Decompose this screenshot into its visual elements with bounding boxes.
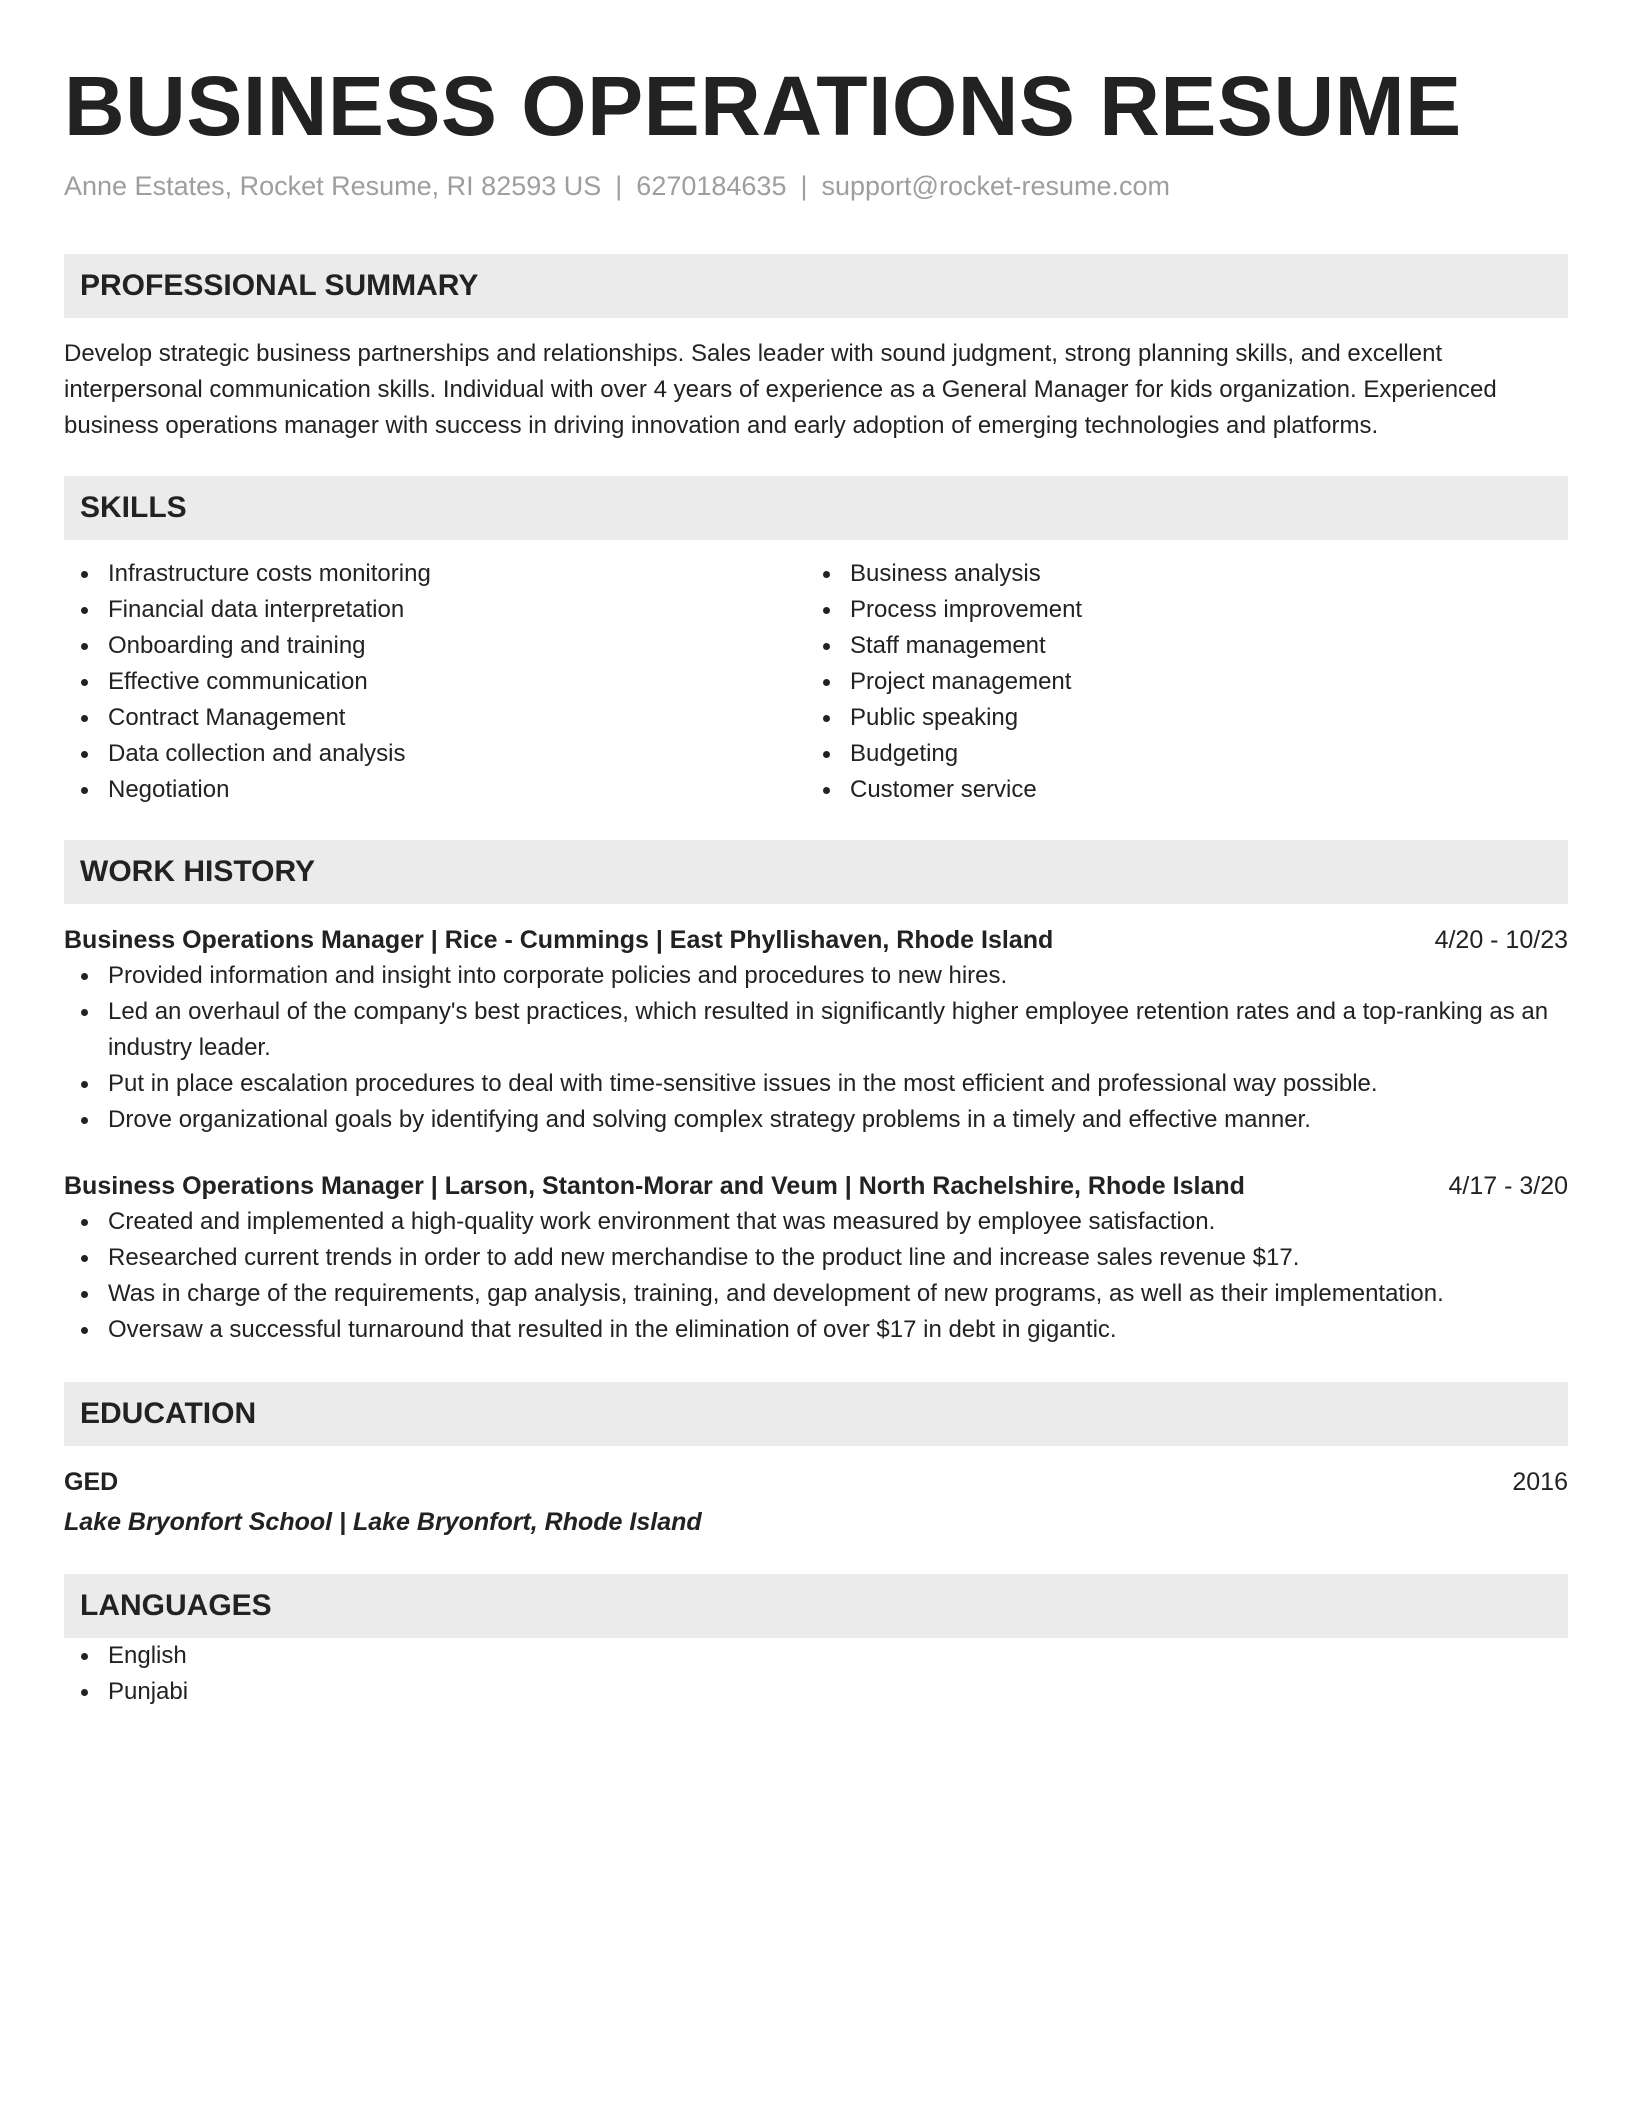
skill-label: Business analysis [850, 560, 1041, 587]
section-header-work-history: WORK HISTORY [64, 840, 1568, 904]
contact-address: Anne Estates, Rocket Resume, RI 82593 US [64, 171, 602, 201]
bullet-icon [81, 787, 88, 794]
job-bullet [64, 1276, 1568, 1312]
bullet-icon [823, 571, 830, 578]
job-bullet [64, 958, 1568, 994]
skill-label: Budgeting [850, 740, 959, 767]
skill-item [64, 700, 806, 736]
bullet-icon [81, 1255, 88, 1262]
job-bullet-text: Oversaw a successful turnaround that resulted in the elimination of over $17 in debt in gigantic. [108, 1316, 1117, 1343]
contact-line [64, 168, 1568, 204]
bullet-icon [81, 1219, 88, 1226]
education-year: 2016 [1512, 1468, 1568, 1496]
skill-label: Customer service [850, 776, 1037, 803]
job-header [64, 922, 1568, 958]
skill-item [806, 592, 1548, 628]
bullet-icon [81, 1009, 88, 1016]
skill-item [64, 736, 806, 772]
skill-label: Public speaking [850, 704, 1019, 731]
language-item [64, 1674, 1568, 1710]
bullet-icon [81, 571, 88, 578]
bullet-icon [823, 751, 830, 758]
skill-label: Project management [850, 668, 1072, 695]
job-title: Business Operations Manager | Rice - Cummings | East Phyllishaven, Rhode Island [64, 926, 1054, 954]
skill-item [806, 736, 1548, 772]
language-label: Punjabi [108, 1678, 189, 1705]
job-bullets [64, 1204, 1568, 1348]
job-header [64, 1168, 1568, 1204]
bullet-icon [81, 1689, 88, 1696]
skills-column-right [806, 556, 1548, 808]
bullet-icon [81, 1291, 88, 1298]
job-bullet-text: Researched current trends in order to add new merchandise to the product line and increase sales revenue $17. [108, 1244, 1300, 1271]
bullet-icon [81, 607, 88, 614]
skill-label: Process improvement [850, 596, 1083, 623]
skill-item [806, 556, 1548, 592]
job-bullet-text: Led an overhaul of the company's best practices, which resulted in significantly higher employee retention rates and a top-ranking as an industry leader. [108, 998, 1549, 1061]
job-bullets [64, 958, 1568, 1138]
skill-label: Financial data interpretation [108, 596, 405, 623]
contact-email: support@rocket-resume.com [821, 171, 1171, 201]
skill-item [64, 772, 806, 808]
job-dates: 4/17 - 3/20 [1448, 1172, 1568, 1200]
resume-title: BUSINESS OPERATIONS RESUME [64, 59, 1462, 153]
language-item [64, 1638, 1568, 1674]
bullet-icon [823, 607, 830, 614]
skill-item [64, 592, 806, 628]
skill-label: Effective communication [108, 668, 368, 695]
skill-label: Data collection and analysis [108, 740, 406, 767]
contact-phone: 6270184635 [636, 171, 787, 201]
job-bullet [64, 1240, 1568, 1276]
job-title: Business Operations Manager | Larson, Stanton-Morar and Veum | North Rachelshire, Rhode Island [64, 1172, 1245, 1200]
bullet-icon [823, 787, 830, 794]
skill-label: Onboarding and training [108, 632, 366, 659]
bullet-icon [81, 973, 88, 980]
skill-item [64, 664, 806, 700]
education-header [64, 1464, 1568, 1500]
contact-separator: | [800, 171, 808, 201]
bullet-icon [823, 679, 830, 686]
job-bullet [64, 1102, 1568, 1138]
job-bullet-text: Drove organizational goals by identifying and solving complex strategy problems in a timely and effective manner. [108, 1106, 1311, 1133]
education-degree: GED [64, 1468, 119, 1496]
job-bullet [64, 1066, 1568, 1102]
section-header-summary: PROFESSIONAL SUMMARY [64, 254, 1568, 318]
bullet-icon [81, 1081, 88, 1088]
skill-label: Staff management [850, 632, 1046, 659]
bullet-icon [81, 1117, 88, 1124]
contact-separator: | [615, 171, 623, 201]
bullet-icon [81, 1653, 88, 1660]
education-school: Lake Bryonfort School | Lake Bryonfort, Rhode Island [64, 1508, 702, 1536]
skill-label: Contract Management [108, 704, 346, 731]
section-header-skills: SKILLS [64, 476, 1568, 540]
job-dates: 4/20 - 10/23 [1434, 926, 1568, 954]
job-bullet [64, 1204, 1568, 1240]
skills-column-left [64, 556, 806, 808]
skill-label: Negotiation [108, 776, 230, 803]
bullet-icon [81, 643, 88, 650]
bullet-icon [823, 643, 830, 650]
language-label: English [108, 1642, 187, 1669]
job-bullet [64, 1312, 1568, 1348]
bullet-icon [823, 715, 830, 722]
bullet-icon [81, 715, 88, 722]
languages-list [64, 1638, 1568, 1710]
skill-item [806, 664, 1548, 700]
summary-text: Develop strategic business partnerships and relationships. Sales leader with sound judgment, strong planning skills, and excellent interpersonal communication skills. Individual with over 4 years of experience as a General Manager for kids organization. Experienced business operations manager with success in driving innovation and early adoption of emerging technologies and platforms. [64, 340, 1497, 439]
skill-item [806, 628, 1548, 664]
job-bullet-text: Was in charge of the requirements, gap analysis, training, and development of new programs, as well as their implementation. [108, 1280, 1444, 1307]
skill-label: Infrastructure costs monitoring [108, 560, 431, 587]
bullet-icon [81, 751, 88, 758]
skills-grid [64, 556, 1568, 808]
section-header-education: EDUCATION [64, 1382, 1568, 1446]
bullet-icon [81, 679, 88, 686]
bullet-icon [81, 1327, 88, 1334]
skill-item [64, 556, 806, 592]
job-bullet-text: Created and implemented a high-quality work environment that was measured by employee satisfaction. [108, 1208, 1216, 1235]
section-header-languages: LANGUAGES [64, 1574, 1568, 1638]
skill-item [806, 772, 1548, 808]
skill-item [64, 628, 806, 664]
job-bullet [64, 994, 1568, 1066]
job-bullet-text: Provided information and insight into corporate policies and procedures to new hires. [108, 962, 1008, 989]
skill-item [806, 700, 1548, 736]
job-bullet-text: Put in place escalation procedures to deal with time-sensitive issues in the most efficient and professional way possible. [108, 1070, 1378, 1097]
